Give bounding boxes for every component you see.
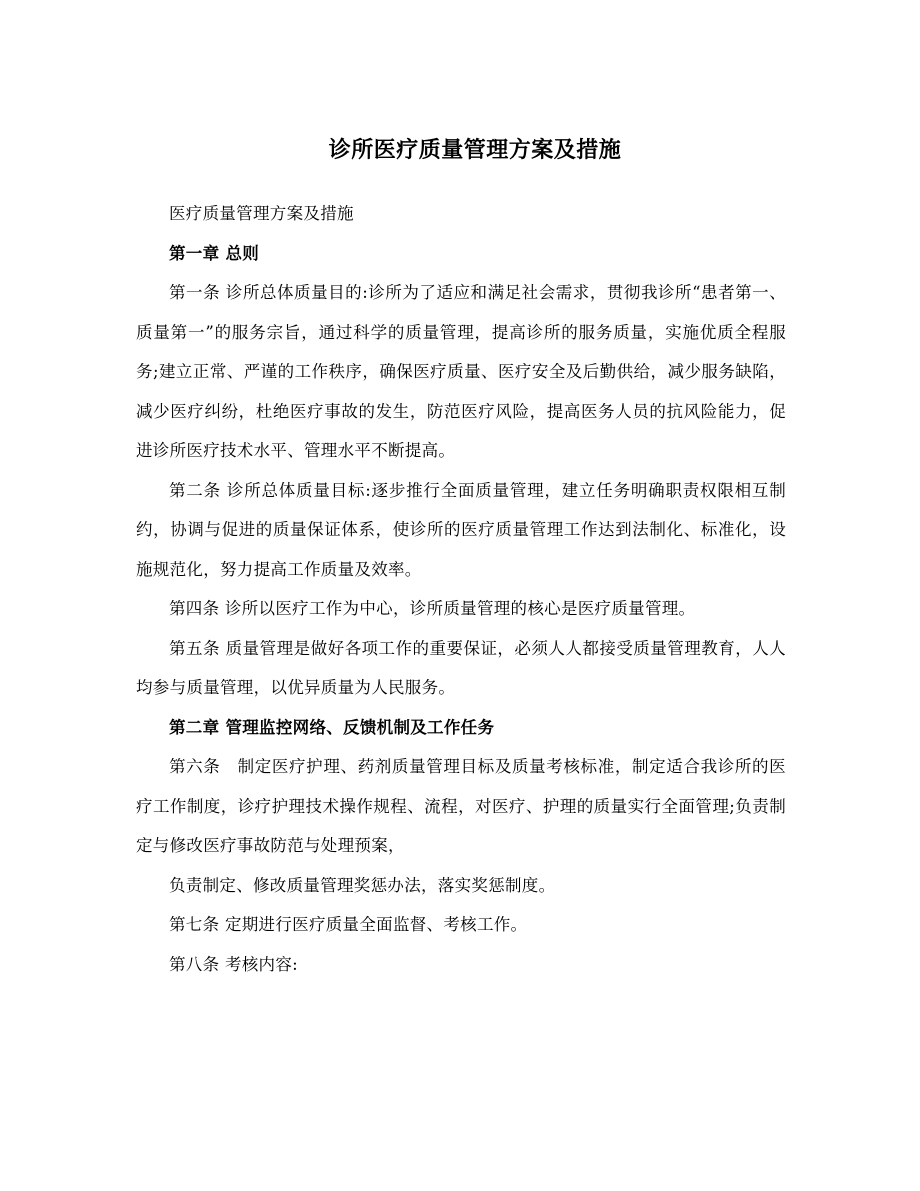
article-paragraph: 第二条 诊所总体质量目标:逐步推行全面质量管理，建立任务明确职责权限相互制约，协调与促进的质量保证体系，使诊所的医疗质量管理工作达到法制化、标准化，设施规范化，努力提高工作质量及效率。 [136,480,786,579]
document-body [136,194,786,984]
article-paragraph: 第六条 制定医疗护理、药剂质量管理目标及质量考核标准，制定适合我诊所的医疗工作制度，诊疗护理技术操作规程、流程，对医疗、护理的质量实行全面管理;负责制定与修改医疗事故防范与处理预案， [136,757,786,855]
article-paragraph: 第一条 诊所总体质量目的:诊所为了适应和满足社会需求，贯彻我诊所“患者第一、质量第一”的服务宗旨，通过科学的质量管理，提高诊所的服务质量，实施优质全程服务;建立正常、严谨的工作秩序，确保医疗质量、医疗安全及后勤供给，减少服务缺陷，减少医疗纠纷，杜绝医疗事故的发生，防范医疗风险，提高医务人员的抗风险能力，促进诊所医疗技术水平、管理水平不断提高。 [136,283,786,460]
chapter-heading: 第一章 总则 [169,243,260,263]
page-title: 诊所医疗质量管理方案及措施 [328,137,622,163]
article-paragraph: 第四条 诊所以医疗工作为中心，诊所质量管理的核心是医疗质量管理。 [169,599,696,618]
article-paragraph: 第八条 考核内容: [169,954,299,974]
article-paragraph: 第五条 质量管理是做好各项工作的重要保证，必须人人都接受质量管理教育，人人均参与质量管理，以优异质量为人民服务。 [136,638,786,697]
subtitle-paragraph: 医疗质量管理方案及措施 [169,204,354,223]
article-paragraph: 第七条 定期进行医疗质量全面监督、考核工作。 [169,915,528,934]
article-paragraph: 负责制定、修改质量管理奖惩办法，落实奖惩制度。 [169,875,556,895]
chapter-heading: 第二章 管理监控网络、反馈机制及工作任务 [169,717,495,737]
